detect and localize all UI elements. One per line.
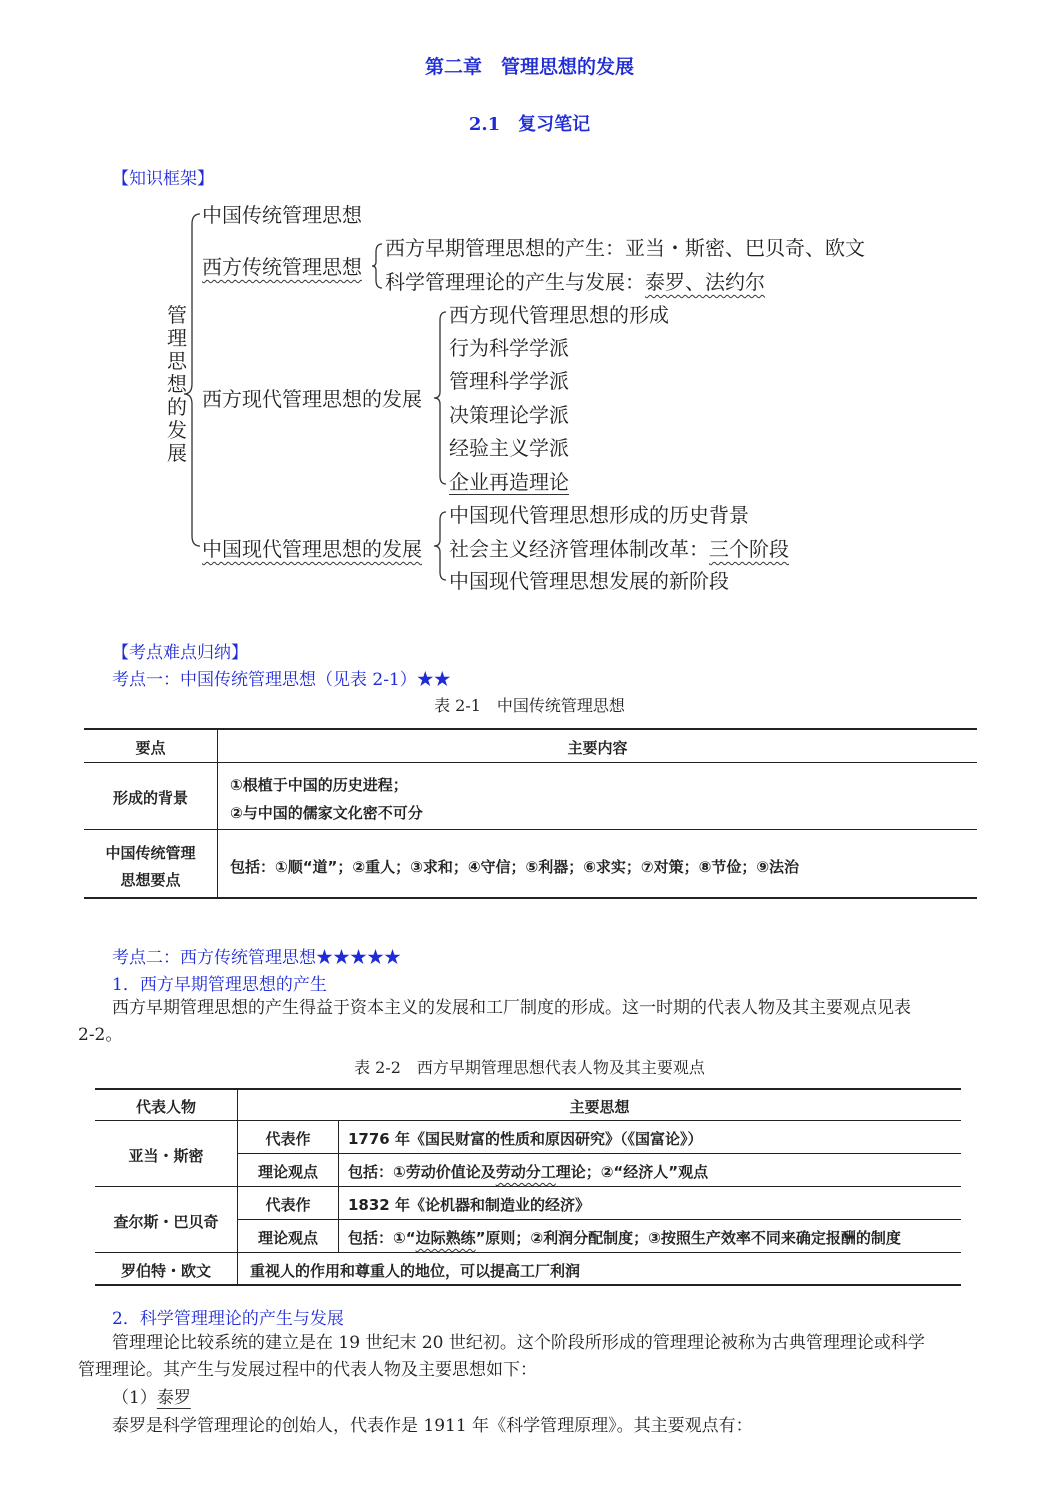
mindmap-b4-child-1: 中国现代管理思想形成的历史背景 xyxy=(449,503,749,527)
table2-caption: 表 2-2 西方早期管理思想代表人物及其主要观点 xyxy=(354,1058,705,1077)
mindmap-b3-item: 企业再造理论 xyxy=(449,470,569,494)
table1-row2-key-2: 思想要点 xyxy=(120,871,181,889)
para1-line2: 2-2。 xyxy=(78,1025,123,1045)
mindmap-branch-4: 中国现代管理思想的发展 xyxy=(202,537,422,561)
mindmap-b2-child-2: 科学管理理论的产生与发展：泰罗、法约尔 xyxy=(385,270,765,294)
table1-caption: 表 2-1 中国传统管理思想 xyxy=(434,696,625,715)
table1-row1-key: 形成的背景 xyxy=(112,789,188,807)
table1-row2-value: 包括：①顺“道”；②重人；③求和；④守信；⑤利器；⑥求实；⑦对策；⑧节俭；⑨法治 xyxy=(230,858,800,876)
mindmap-root: 管理思想的发展 xyxy=(167,303,187,465)
table2-person-1: 亚当・斯密 xyxy=(128,1147,204,1165)
mindmap-b4-child-2: 社会主义经济管理体制改革：三个阶段 xyxy=(449,537,789,561)
table2-person-2: 查尔斯・巴贝奇 xyxy=(113,1213,219,1231)
table2-header-thought: 主要思想 xyxy=(569,1098,630,1116)
table1-row1-value-2: ②与中国的儒家文化密不可分 xyxy=(230,804,423,822)
chapter-title: 第二章 管理思想的发展 xyxy=(424,56,634,78)
mindmap-b3-item: 管理科学学派 xyxy=(449,369,569,393)
kp2-title: 考点二：西方传统管理思想★★★★★ xyxy=(112,948,401,968)
table2-p2-value-a: 1832 年《论机器和制造业的经济》 xyxy=(348,1196,590,1214)
sub2-title: 2．科学管理理论的产生与发展 xyxy=(112,1309,344,1329)
mindmap-branch-2: 西方传统管理思想 xyxy=(202,255,362,279)
mindmap-branch-3: 西方现代管理思想的发展 xyxy=(202,387,422,411)
table2-p2-label-a: 代表作 xyxy=(265,1196,311,1214)
para2-line1: 管理理论比较系统的建立是在 19 世纪末 20 世纪初。这个阶段所形成的管理理论被称为古典管理理论或科学 xyxy=(112,1333,925,1353)
mindmap-b3-item: 决策理论学派 xyxy=(449,403,569,427)
mindmap-branch-1: 中国传统管理思想 xyxy=(202,203,362,227)
para1-line1: 西方早期管理思想的产生得益于资本主义的发展和工厂制度的形成。这一时期的代表人物及其主要观点见表 xyxy=(112,998,911,1018)
framework-label: 【知识框架】 xyxy=(112,169,214,189)
para2-line2: 管理理论。其产生与发展过程中的代表人物及主要思想如下： xyxy=(78,1360,537,1380)
section-title: 2.1 复习笔记 xyxy=(468,114,591,135)
sub3-title: （1）泰罗 xyxy=(112,1388,191,1408)
para3: 泰罗是科学管理理论的创始人，代表作是 1911 年《科学管理原理》。其主要观点有： xyxy=(112,1416,753,1436)
kp1-title: 考点一：中国传统管理思想（见表 2-1）★★ xyxy=(112,670,451,690)
table2-p1-label-b: 理论观点 xyxy=(257,1163,318,1181)
table2-p3-value: 重视人的作用和尊重人的地位，可以提高工厂利润 xyxy=(250,1262,581,1280)
table2-p2-value-b: 包括：①“边际熟练”原则；②利润分配制度；③按照生产效率不同来确定报酬的制度 xyxy=(348,1229,901,1247)
table2-p1-value-b: 包括：①劳动价值论及劳动分工理论；②“经济人”观点 xyxy=(348,1163,709,1181)
sub1-title: 1．西方早期管理思想的产生 xyxy=(112,975,327,995)
b3-brace xyxy=(434,312,446,484)
b4-brace xyxy=(434,512,446,580)
table2-p1-label-a: 代表作 xyxy=(265,1130,311,1148)
table2-header-person: 代表人物 xyxy=(135,1098,196,1116)
mindmap-b3-item: 行为科学学派 xyxy=(449,336,569,360)
mindmap-b3-item: 经验主义学派 xyxy=(449,436,569,460)
table2-p1-value-a: 1776 年《国民财富的性质和原因研究》（《国富论》） xyxy=(348,1130,703,1148)
b2-brace xyxy=(372,244,382,288)
keypoints-label: 【考点难点归纳】 xyxy=(112,643,248,663)
table2-person-3: 罗伯特・欧文 xyxy=(120,1262,211,1280)
mindmap-b3-item: 西方现代管理思想的形成 xyxy=(449,303,669,327)
table1-header-content: 主要内容 xyxy=(567,739,628,757)
table1-row1-value-1: ①根植于中国的历史进程； xyxy=(230,776,408,794)
mindmap-b2-child-1: 西方早期管理思想的产生：亚当・斯密、巴贝奇、欧文 xyxy=(385,236,865,260)
mindmap-b4-child-3: 中国现代管理思想发展的新阶段 xyxy=(449,569,729,593)
table1-row2-key-1: 中国传统管理 xyxy=(105,844,196,862)
table2-p2-label-b: 理论观点 xyxy=(257,1229,318,1247)
table1-header-key: 要点 xyxy=(135,739,166,757)
